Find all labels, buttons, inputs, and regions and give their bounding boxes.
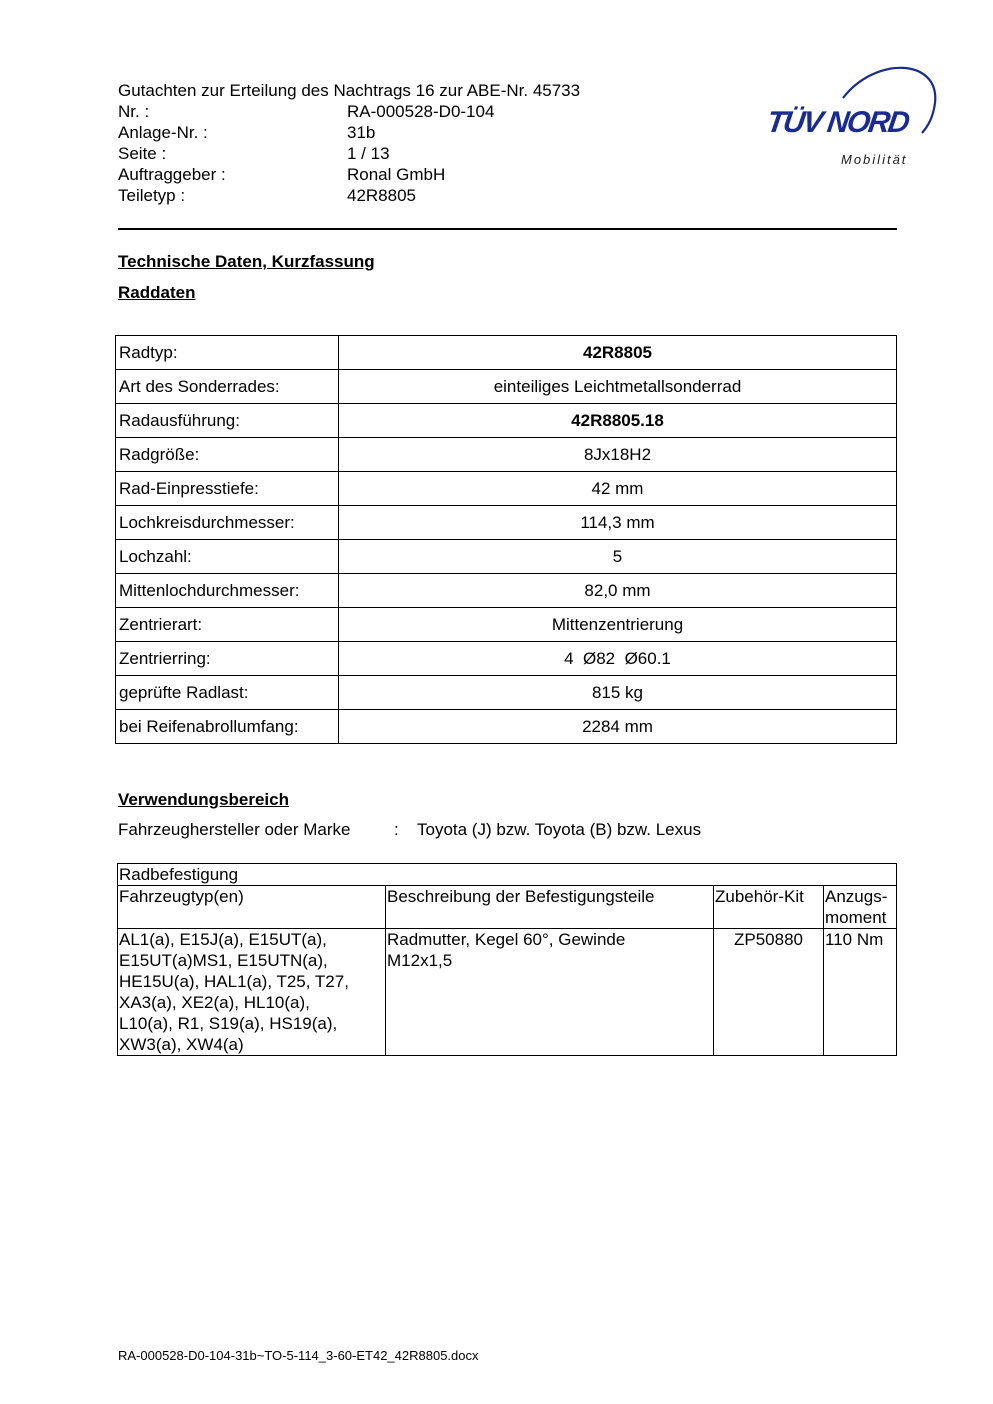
row-label: Zentrierring: [116, 642, 339, 676]
row-label: Radtyp: [116, 336, 339, 370]
table-row [116, 540, 897, 574]
row-label: Zentrierart: [116, 608, 339, 642]
table-row [116, 370, 897, 404]
header-label: Seite : [118, 144, 167, 163]
header-value: 31b [347, 123, 376, 142]
mounting-title: Radbefestigung [118, 864, 897, 886]
row-label: geprüfte Radlast: [116, 676, 339, 710]
row-label: Lochzahl: [116, 540, 339, 574]
mounting-table [117, 863, 897, 1056]
header-label: Nr. : [118, 102, 150, 121]
wheel-data-table [115, 335, 897, 744]
row-value: 815 kg [339, 676, 897, 710]
row-value: 42R8805 [339, 336, 897, 370]
row-value: Mittenzentrierung [339, 608, 897, 642]
table-row [116, 506, 897, 540]
header-value: RA-000528-D0-104 [347, 102, 495, 121]
vehicle-types-line: XA3(a), XE2(a), HL10(a), [119, 993, 310, 1012]
table-row [116, 676, 897, 710]
maker-value: Toyota (J) bzw. Toyota (B) bzw. Lexus [417, 820, 702, 839]
row-value: 42 mm [339, 472, 897, 506]
header-label: Anlage-Nr. : [118, 123, 208, 142]
footer-filename: RA-000528-D0-104-31b~TO-5-114_3-60-ET42_42R8805.docx [118, 1348, 479, 1363]
maker-label: Fahrzeughersteller oder Marke [118, 820, 351, 839]
header-vehicle-types: Fahrzeugtyp(en) [118, 886, 386, 929]
row-label: Rad-Einpresstiefe: [116, 472, 339, 506]
header-row-auftraggeber [118, 164, 580, 185]
row-label: Radgröße: [116, 438, 339, 472]
table-row [116, 404, 897, 438]
document-title: Gutachten zur Erteilung des Nachtrags 16 zur ABE-Nr. 45733 [118, 81, 581, 100]
table-row [116, 574, 897, 608]
table-row [116, 472, 897, 506]
kit-cell: ZP50880 [714, 929, 824, 1056]
vehicle-types-line: AL1(a), E15J(a), E15UT(a), [119, 930, 327, 949]
vehicle-types-line: E15UT(a)MS1, E15UTN(a), [119, 951, 328, 970]
vehicle-types-line: XW3(a), XW4(a) [119, 1035, 244, 1054]
description-line: Radmutter, Kegel 60°, Gewinde [387, 930, 626, 949]
vehicle-maker-line [118, 820, 701, 840]
torque-cell: 110 Nm [824, 929, 897, 1056]
row-label: Lochkreisdurchmesser: [116, 506, 339, 540]
description-cell [386, 929, 714, 1056]
header-value: 42R8805 [347, 186, 417, 205]
table-row [116, 438, 897, 472]
row-value: 2284 mm [339, 710, 897, 744]
row-value: 4 Ø82 Ø60.1 [339, 642, 897, 676]
header-label: Teiletyp : [118, 186, 186, 205]
header-divider [118, 228, 897, 230]
header-label: Auftraggeber : [118, 165, 226, 184]
vehicle-types-cell [118, 929, 386, 1056]
row-label: Mittenlochdurchmesser: [116, 574, 339, 608]
row-label: bei Reifenabrollumfang: [116, 710, 339, 744]
header-row-seite [118, 143, 580, 164]
header-torque-line: Anzugs- [825, 887, 888, 906]
header-row-teiletyp [118, 185, 580, 206]
section-heading-usage: Verwendungsbereich [118, 790, 289, 809]
section-heading-wheel: Raddaten [118, 283, 196, 302]
tuv-nord-logo [765, 58, 945, 173]
table-row [116, 608, 897, 642]
row-value: einteiliges Leichtmetallsonderrad [339, 370, 897, 404]
header-value: 1 / 13 [347, 144, 390, 163]
table-row [116, 642, 897, 676]
header-row-anlage [118, 122, 580, 143]
logo-subtitle: Mobilität [841, 152, 908, 167]
vehicle-types-line: L10(a), R1, S19(a), HS19(a), [119, 1014, 338, 1033]
row-label: Radausführung: [116, 404, 339, 438]
section-heading-technical: Technische Daten, Kurzfassung [118, 252, 375, 271]
row-value: 8Jx18H2 [339, 438, 897, 472]
maker-separator: : [394, 820, 399, 839]
table-row [116, 710, 897, 744]
header-value: Ronal GmbH [347, 165, 446, 184]
header-torque [824, 886, 897, 929]
header-description: Beschreibung der Befestigungsteile [386, 886, 714, 929]
row-value: 82,0 mm [339, 574, 897, 608]
vehicle-types-line: HE15U(a), HAL1(a), T25, T27, [119, 972, 349, 991]
table-row [118, 929, 897, 1056]
row-value: 5 [339, 540, 897, 574]
row-label: Art des Sonderrades: [116, 370, 339, 404]
row-value: 42R8805.18 [339, 404, 897, 438]
table-row [116, 336, 897, 370]
row-value: 114,3 mm [339, 506, 897, 540]
table-header-row [118, 886, 897, 929]
header-kit: Zubehör-Kit [714, 886, 824, 929]
description-line: M12x1,5 [387, 951, 453, 970]
header-row-nr [118, 101, 580, 122]
logo-wordmark: TÜV NORD [764, 106, 911, 139]
header-torque-line: moment [825, 908, 887, 927]
document-header [118, 80, 580, 206]
table-title-row [118, 864, 897, 886]
